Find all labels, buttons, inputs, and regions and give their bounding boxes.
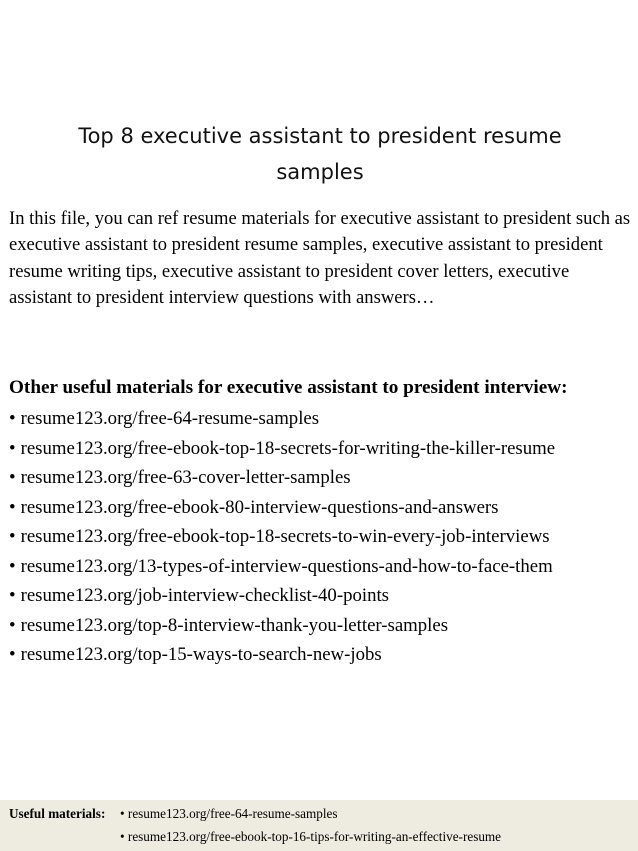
bullet: • (9, 644, 16, 665)
footer-bar (0, 800, 638, 851)
footer-label (9, 806, 105, 822)
bullet: • (9, 496, 16, 518)
list-item (9, 525, 638, 555)
materials-list (9, 407, 638, 673)
list-item (9, 496, 638, 526)
bullet: • (9, 437, 16, 459)
bullet: • (120, 806, 125, 821)
list-item (9, 584, 638, 614)
footer-label-colon: : (100, 806, 106, 821)
resource-link[interactable]: resume123.org/13-types-of-interview-questions-and-how-to-face-them (20, 555, 553, 577)
document-title-line-1: Top 8 executive assistant to president resume (78, 124, 562, 148)
bullet: • (120, 829, 125, 844)
bullet: • (9, 526, 16, 547)
resource-link[interactable]: resume123.org/top-8-interview-thank-you-letter-samples (20, 614, 449, 636)
resource-link[interactable]: resume123.org/top-15-ways-to-search-new-jobs (20, 644, 382, 665)
bullet: • (9, 585, 16, 606)
resource-link[interactable]: resume123.org/free-63-cover-letter-samples (20, 467, 351, 488)
materials-heading: Other useful materials for executive assistant to president interview: (9, 377, 568, 398)
bullet: • (9, 614, 16, 636)
footer-link[interactable]: resume123.org/free-64-resume-samples (127, 806, 338, 821)
footer-label-text: Useful materials (9, 806, 101, 821)
bullet: • (9, 408, 16, 429)
bullet: • (9, 555, 16, 577)
intro-paragraph: In this file, you can ref resume materials for executive assistant to president such as executive assistant to president resume samples, executive assistant to president resume writing tips, executive assistant to president cover letters, executive assistant to president interview questions with answers… (9, 208, 631, 309)
footer-item (120, 829, 501, 845)
list-item (9, 407, 638, 437)
list-item (9, 555, 638, 585)
document-title-line-2: samples (276, 160, 364, 184)
footer-item (120, 806, 338, 822)
list-item (9, 614, 638, 644)
list-item (9, 437, 638, 467)
resource-link[interactable]: resume123.org/free-ebook-80-interview-questions-and-answers (20, 496, 499, 518)
resource-link[interactable]: resume123.org/free-ebook-top-18-secrets-for-writing-the-killer-resume (20, 437, 556, 459)
bullet: • (9, 467, 16, 488)
resource-link[interactable]: resume123.org/job-interview-checklist-40-points (20, 585, 389, 606)
resource-link[interactable]: resume123.org/free-ebook-top-18-secrets-to-win-every-job-interviews (20, 526, 550, 547)
list-item (9, 643, 638, 673)
list-item (9, 466, 638, 496)
resource-link[interactable]: resume123.org/free-64-resume-samples (20, 408, 320, 429)
footer-link[interactable]: resume123.org/free-ebook-top-16-tips-for-writing-an-effective-resume (127, 829, 502, 844)
document-title (40, 118, 600, 190)
